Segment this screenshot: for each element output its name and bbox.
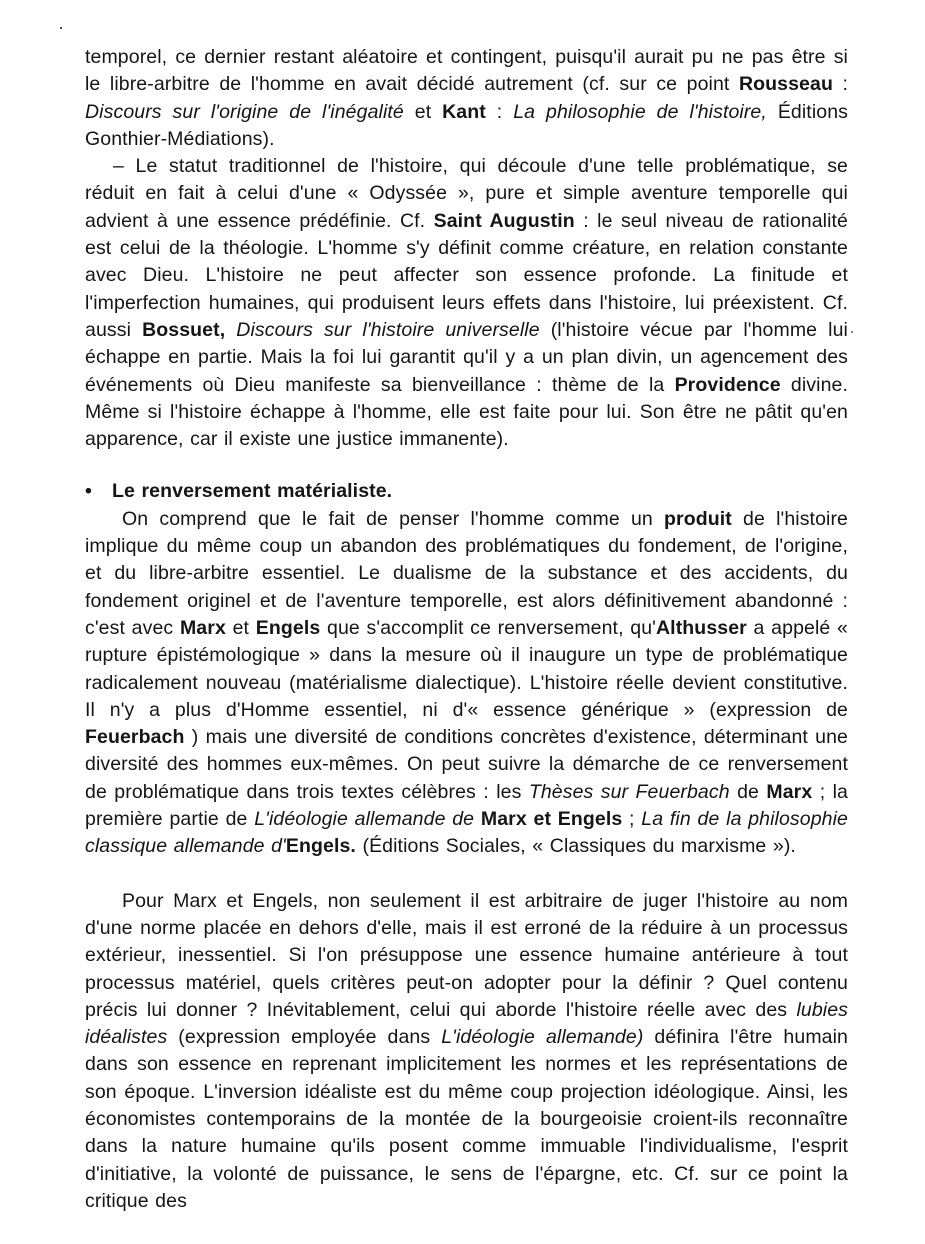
text-run: que s'accomplit ce renversement, qu': [320, 616, 656, 639]
text-column: [85, 44, 848, 1215]
text-run: Feuerbach: [85, 726, 185, 749]
text-run: (Éditions Sociales, « Classiques du marxisme »).: [355, 835, 796, 858]
text-run: Saint Augustin: [433, 209, 575, 232]
text-run: : le seul niveau de rationalité est celui de la théologie. L'homme s'y définit comme créature, en relation constante avec Dieu. L'histoire ne peut affecter son essence profonde. La finitude et l'imperfection humaines, qui produisent leurs effets dans l'histoire, lui préexistent. Cf. aussi: [85, 209, 848, 341]
bullet-icon: •: [85, 480, 92, 503]
text-run: La philosophie de l'histoire,: [513, 100, 767, 123]
text-run: Bossuet,: [142, 318, 226, 341]
text-run: ; la première partie de: [85, 780, 848, 831]
text-run: On comprend que le fait de penser l'homme comme un: [122, 507, 665, 530]
text-run: :: [832, 73, 848, 96]
text-run: Providence: [674, 373, 781, 396]
text-run: Discours sur l'histoire universelle: [236, 318, 540, 341]
text-run: (expression employée dans: [167, 1026, 442, 1049]
text-run: Engels.: [285, 835, 356, 858]
text-run: (l'histoire vécue par l'homme lui échappe en partie. Mais la foi lui garantit qu'il y a un plan divin, un agencement des événements où Dieu manifeste sa bienveillance : thème de la: [85, 318, 848, 396]
text-run: de l'histoire implique du même coup un abandon des problématiques du fondement, de l'origine, et du libre-arbitre essentiel. Le dualisme de la substance et des accidents, du fondement originel et de l'aventure temporelle, est alors définitivement abandonné : c'est avec: [85, 507, 848, 639]
text-run: :: [485, 100, 514, 123]
text-run: Engels: [255, 616, 321, 639]
text-run: Pour Marx et Engels, non seulement il est arbitraire de juger l'histoire au nom d'une norme placée en dehors d'elle, mais il est erroné de la réduire à un processus extérieur, inessentiel. Si l'on présuppose une essence humaine antérieure à tout processus matériel, quels critères peut-on adopter pour la définir ? Quel contenu précis lui donner ? Inévitablement, celui qui aborde l'histoire réelle avec des: [85, 889, 848, 1021]
text-run: divine. Même si l'histoire échappe à l'homme, elle est faite pour lui. Son être ne pâtit qu'en apparence, car il existe une justice immanente).: [85, 373, 848, 451]
text-run: et: [225, 616, 256, 639]
paragraph-statut-traditionnel: [85, 153, 848, 453]
text-run: ) mais une diversité de conditions concrètes d'existence, déterminant une diversité des hommes eux-mêmes. On peut suivre la démarche de ce renversement de problématique dans trois textes célèbres : les: [85, 726, 848, 803]
scan-speck: [851, 331, 853, 333]
text-run: Thèses sur Feuerbach: [528, 780, 730, 803]
text-run: [225, 319, 236, 341]
paragraph-rousseau-kant: [85, 44, 848, 153]
text-run: La fin de la philosophie classique allemande d': [85, 808, 848, 858]
text-run: définira l'être humain dans son essence en reprenant implicitement les normes et les représentations de son époque. L'inversion idéaliste est du même coup projection idéologique. Ainsi, les économistes contemporains de la montée de la bourgeoisie croient-ils reconnaître dans la nature humaine qu'ils posent comme immuable l'individualisme, l'esprit d'initiative, la volonté de puissance, le sens de l'épargne, etc. Cf. sur ce point la critique des: [85, 1026, 848, 1212]
text-run: Marx: [766, 780, 813, 803]
text-run: Althusser: [656, 616, 747, 639]
text-run: temporel, ce dernier restant aléatoire et contingent, puisqu'il aurait pu ne pas être si le libre-arbitre de l'homme en avait décidé autrement (cf. sur ce point: [85, 46, 848, 96]
text-run: Marx et Engels: [480, 808, 623, 831]
section-heading-text: Le renversement matérialiste.: [112, 480, 393, 503]
text-run: de: [729, 780, 767, 803]
text-run: produit: [664, 507, 732, 530]
text-run: L'idéologie allemande): [441, 1026, 644, 1049]
text-run: [474, 808, 481, 830]
text-run: Marx: [179, 616, 226, 639]
text-run: Rousseau: [738, 73, 833, 96]
paragraph-renversement-marx-engels: [85, 506, 848, 861]
text-run: Kant: [442, 100, 486, 123]
text-run: Éditions Gonthier-Médiations).: [85, 100, 848, 150]
text-run: lubies idéalistes: [85, 998, 848, 1049]
section-heading: [85, 478, 848, 505]
text-run: L'idéologie allemande de: [254, 808, 475, 831]
scan-speck: [60, 27, 62, 29]
text-run: – Le statut traditionnel de l'histoire, qui découle d'une telle problématique, se réduit en fait à celui d'une « Odyssée », pure et simple aventure temporelle qui advient à une essence prédéfinie. Cf.: [85, 155, 848, 232]
text-run: Discours sur l'origine de l'inégalité: [85, 100, 404, 123]
text-run: et: [403, 100, 443, 123]
text-run: ;: [622, 808, 642, 831]
text-run: a appelé « rupture épistémologique » dans la mesure où il inaugure un type de problématique radicalement nouveau (matérialisme dialectique). L'histoire réelle devient constitutive. Il n'y a plus d'Homme essentiel, ni d'« essence générique » (expression de: [85, 616, 848, 721]
paragraph-critique-idealisme: [85, 888, 848, 1216]
